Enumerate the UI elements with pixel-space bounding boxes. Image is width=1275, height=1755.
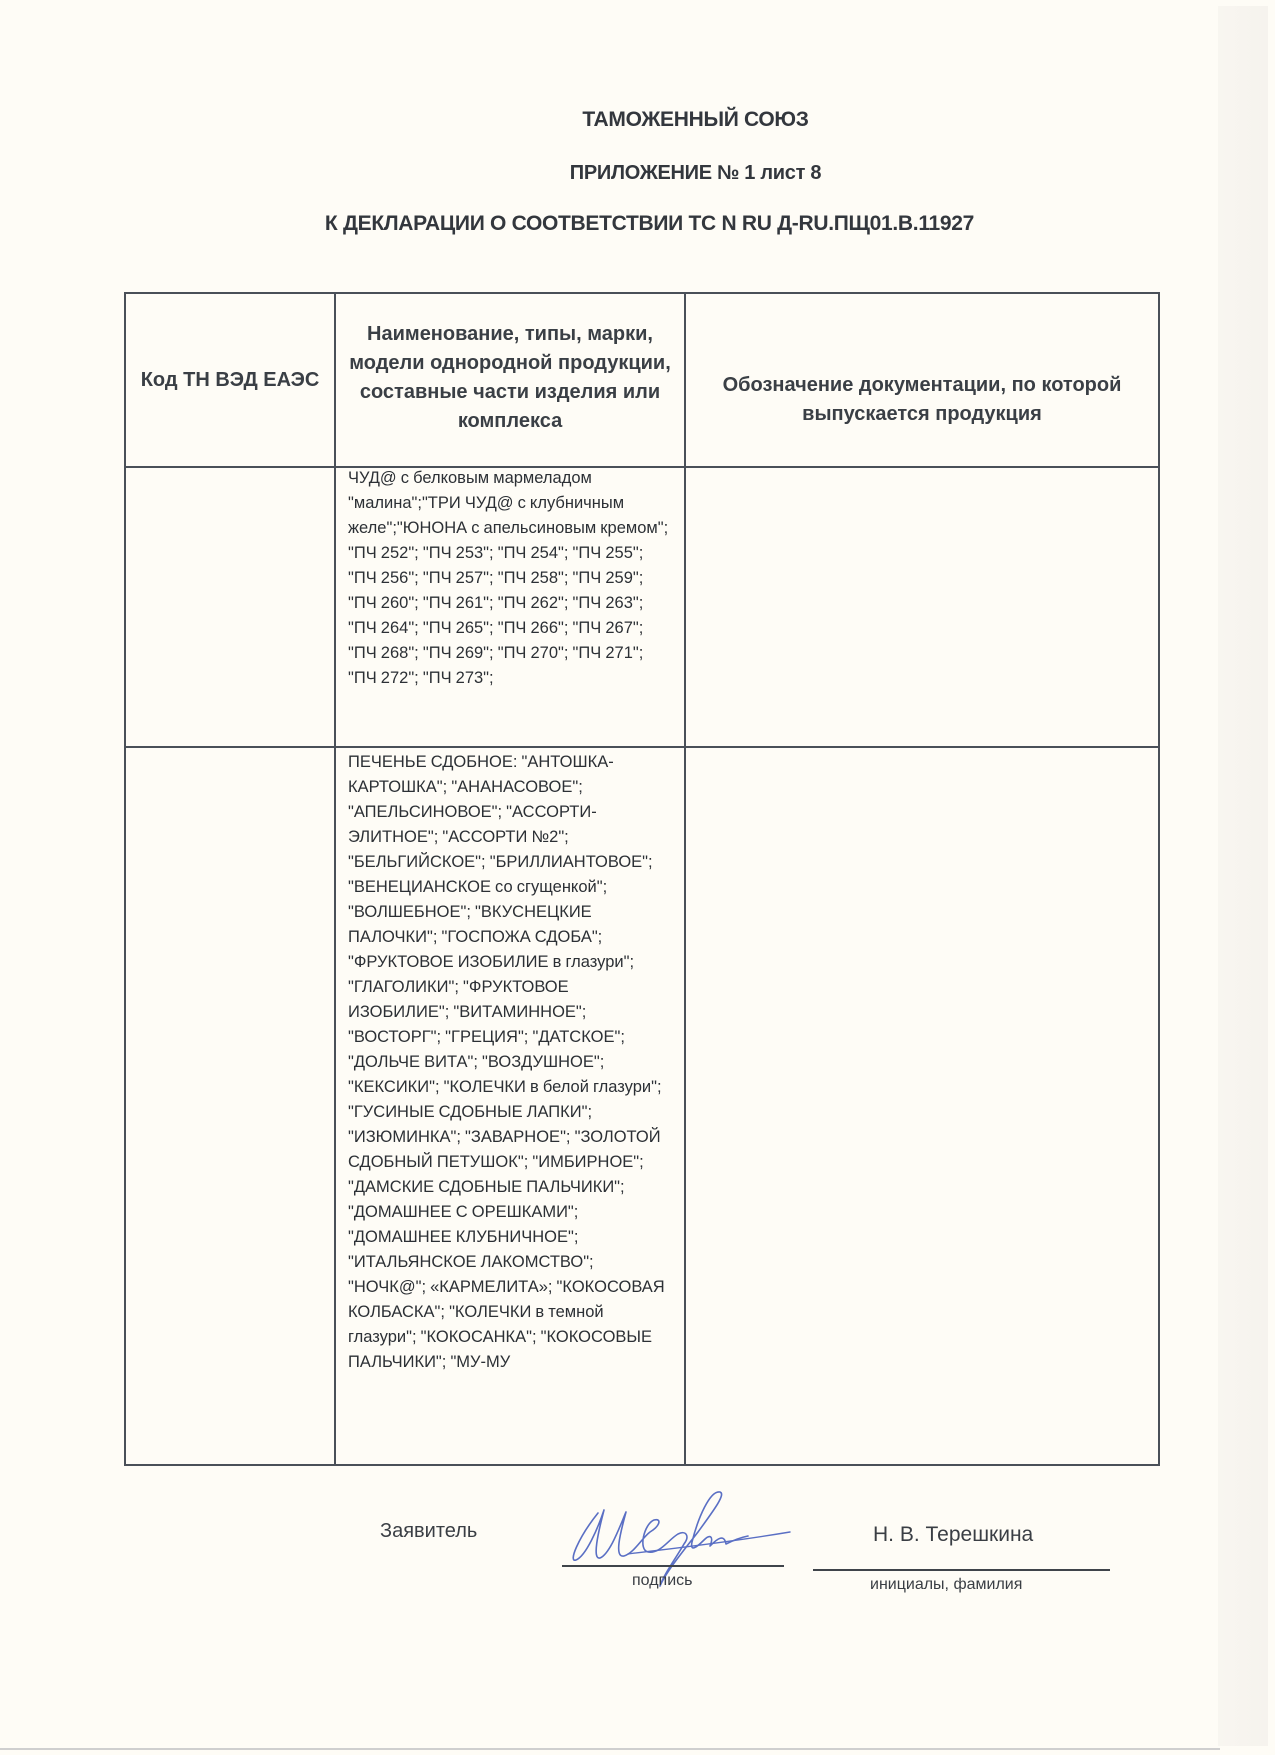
cell-documentation xyxy=(685,467,1159,747)
handwritten-signature xyxy=(568,1488,798,1598)
signer-name: Н. В. Терешкина xyxy=(873,1523,1034,1546)
table-row xyxy=(125,747,1159,1465)
column-header-documentation-label: Обозначение документации, по которой выпускается продукция xyxy=(722,374,1122,425)
signature-caption: подпись xyxy=(632,1572,693,1589)
column-header-code-label: Код ТН ВЭД ЕАЭС xyxy=(140,368,320,391)
column-header-documentation xyxy=(685,293,1159,467)
cell-code xyxy=(125,467,335,747)
products-table xyxy=(124,292,1160,1466)
cell-products-text: ПЕЧЕНЬЕ СДОБНОЕ: "АНТОШКА-КАРТОШКА"; "АНАНАСОВОЕ"; "АПЕЛЬСИНОВОЕ"; "АССОРТИ-ЭЛИТНОЕ"; "АССОРТИ №2"; "БЕЛЬГИЙСКОЕ"; "БРИЛЛИАНТОВОЕ"; "ВЕНЕЦИАНСКОЕ со сгущенкой"; "ВОЛШЕБНОЕ"; "ВКУСНЕЦКИЕ ПАЛОЧКИ"; "ГОСПОЖА СДОБА"; "ФРУКТОВОЕ ИЗОБИЛИЕ в глазури"; "ГЛАГОЛИКИ"; "ФРУКТОВОЕ ИЗОБИЛИЕ"; "ВИТАМИННОЕ"; "ВОСТОРГ"; "ГРЕЦИЯ"; "ДАТСКОЕ"; "ДОЛЬЧЕ ВИТА"; "ВОЗДУШНОЕ"; "КЕКСИКИ"; "КОЛЕЧКИ в белой глазури"; "ГУСИНЫЕ СДОБНЫЕ ЛАПКИ"; "ИЗЮМИНКА"; "ЗАВАРНОЕ"; "ЗОЛОТОЙ СДОБНЫЙ ПЕТУШОК"; "ИМБИРНОЕ"; "ДАМСКИЕ СДОБНЫЕ ПАЛЬЧИКИ"; "ДОМАШНЕЕ С ОРЕШКАМИ"; "ДОМАШНЕЕ КЛУБНИЧНОЕ"; "ИТАЛЬЯНСКОЕ ЛАКОМСТВО"; "НОЧК@"; «КАРМЕЛИТА»; "КОКОСОВАЯ КОЛБАСКА"; "КОЛЕЧКИ в темной глазури"; "КОКОСАНКА"; "КОКОСОВЫЕ ПАЛЬЧИКИ"; "МУ-МУ xyxy=(348,753,665,1371)
table-row xyxy=(125,467,1159,747)
header-declaration-number: К ДЕКЛАРАЦИИ О СООТВЕТСТВИИ ТС N RU Д-RU.ПЩ01.В.11927 xyxy=(324,212,975,235)
scan-edge-shadow xyxy=(1218,6,1268,1746)
signature-line xyxy=(562,1565,784,1567)
cell-products xyxy=(335,467,685,747)
name-caption: инициалы, фамилия xyxy=(870,1576,1023,1593)
name-line xyxy=(813,1569,1110,1571)
column-header-products xyxy=(335,293,685,467)
cell-code xyxy=(125,747,335,1465)
table-header-row xyxy=(125,293,1159,467)
column-header-code xyxy=(125,293,335,467)
header-union: ТАМОЖЕННЫЙ СОЮЗ xyxy=(582,108,809,131)
cell-documentation xyxy=(685,747,1159,1465)
applicant-label: Заявитель xyxy=(380,1520,478,1542)
cell-products-text: ЧУД@ с белковым мармеладом "малина";"ТРИ ЧУД@ с клубничным желе";"ЮНОНА с апельсиновым кремом"; "ПЧ 252"; "ПЧ 253"; "ПЧ 254"; "ПЧ 255"; "ПЧ 256"; "ПЧ 257"; "ПЧ 258"; "ПЧ 259"; "ПЧ 260"; "ПЧ 261"; "ПЧ 262"; "ПЧ 263"; "ПЧ 264"; "ПЧ 265"; "ПЧ 266"; "ПЧ 267"; "ПЧ 268"; "ПЧ 269"; "ПЧ 270"; "ПЧ 271"; "ПЧ 272"; "ПЧ 273"; xyxy=(348,469,669,687)
header-appendix: ПРИЛОЖЕНИЕ № 1 лист 8 xyxy=(569,162,822,184)
column-header-products-label: Наименование, типы, марки, модели однородной продукции, составные части изделия или комплекса xyxy=(349,323,671,432)
page-bottom-edge xyxy=(0,1748,1220,1750)
cell-products xyxy=(335,747,685,1465)
